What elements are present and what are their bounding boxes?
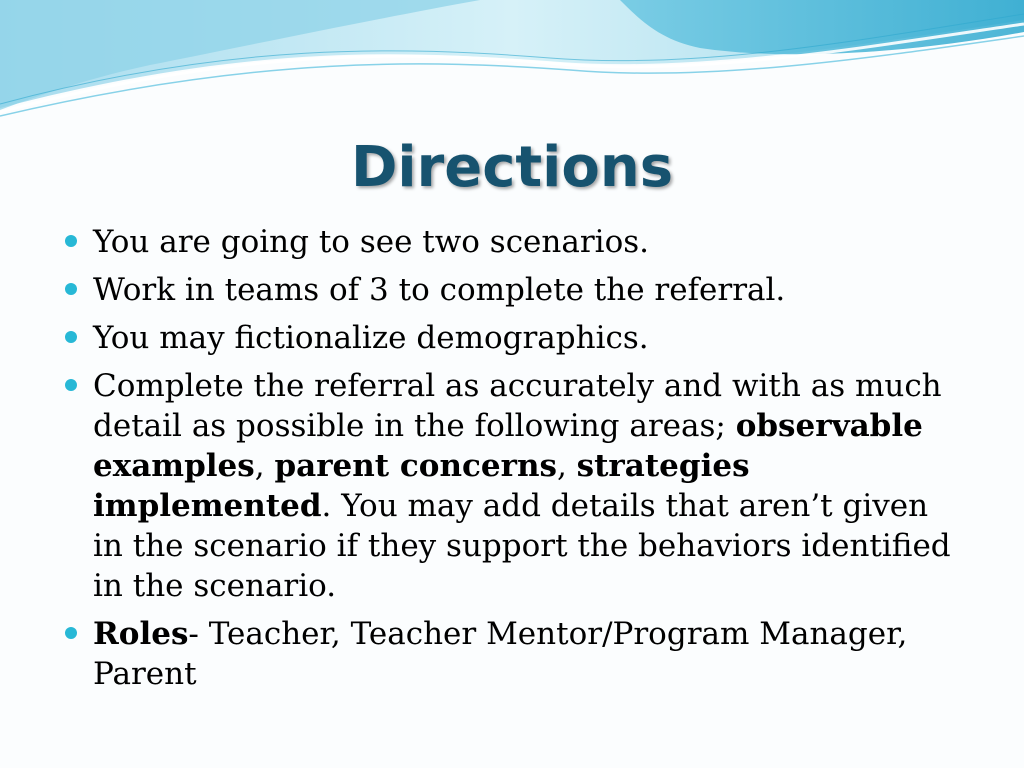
bullet-text-rest: . You may add details that aren’t given in the scenario if they support the behaviors identified in the scenario.: [93, 488, 951, 604]
bullet-term-roles: Roles: [93, 616, 189, 652]
wave-header-decoration: [0, 0, 1024, 130]
bullet-term-observable-examples: observable examples: [93, 408, 923, 484]
bullet-text-intro: Complete the referral as accurately and with as much detail as possible in the following areas;: [93, 368, 942, 444]
bullet-term-parent-concerns: parent concerns: [274, 448, 557, 484]
slide-title: Directions: [350, 135, 674, 200]
bullet-item: [62, 222, 962, 262]
bullet-dot-icon: [65, 379, 77, 391]
bullet-text: Work in teams of 3 to complete the referral.: [93, 272, 786, 308]
bullet-text: You are going to see two scenarios.: [93, 224, 650, 260]
bullet-dot-icon: [65, 331, 77, 343]
bullet-item: [62, 270, 962, 310]
bullet-item: [62, 318, 962, 358]
bullet-dot-icon: [65, 627, 77, 639]
bullet-term-strategies-implemented: strategies implemented: [93, 448, 750, 524]
bullet-list: [62, 222, 962, 702]
bullet-separator: ,: [254, 448, 275, 484]
bullet-text-rest: - Teacher, Teacher Mentor/Program Manager, Parent: [93, 616, 908, 692]
bullet-dot-icon: [65, 235, 77, 247]
bullet-separator: ,: [556, 448, 577, 484]
bullet-dot-icon: [65, 283, 77, 295]
bullet-item: [62, 614, 962, 694]
bullet-text: You may fictionalize demographics.: [93, 320, 649, 356]
bullet-item: [62, 366, 962, 606]
